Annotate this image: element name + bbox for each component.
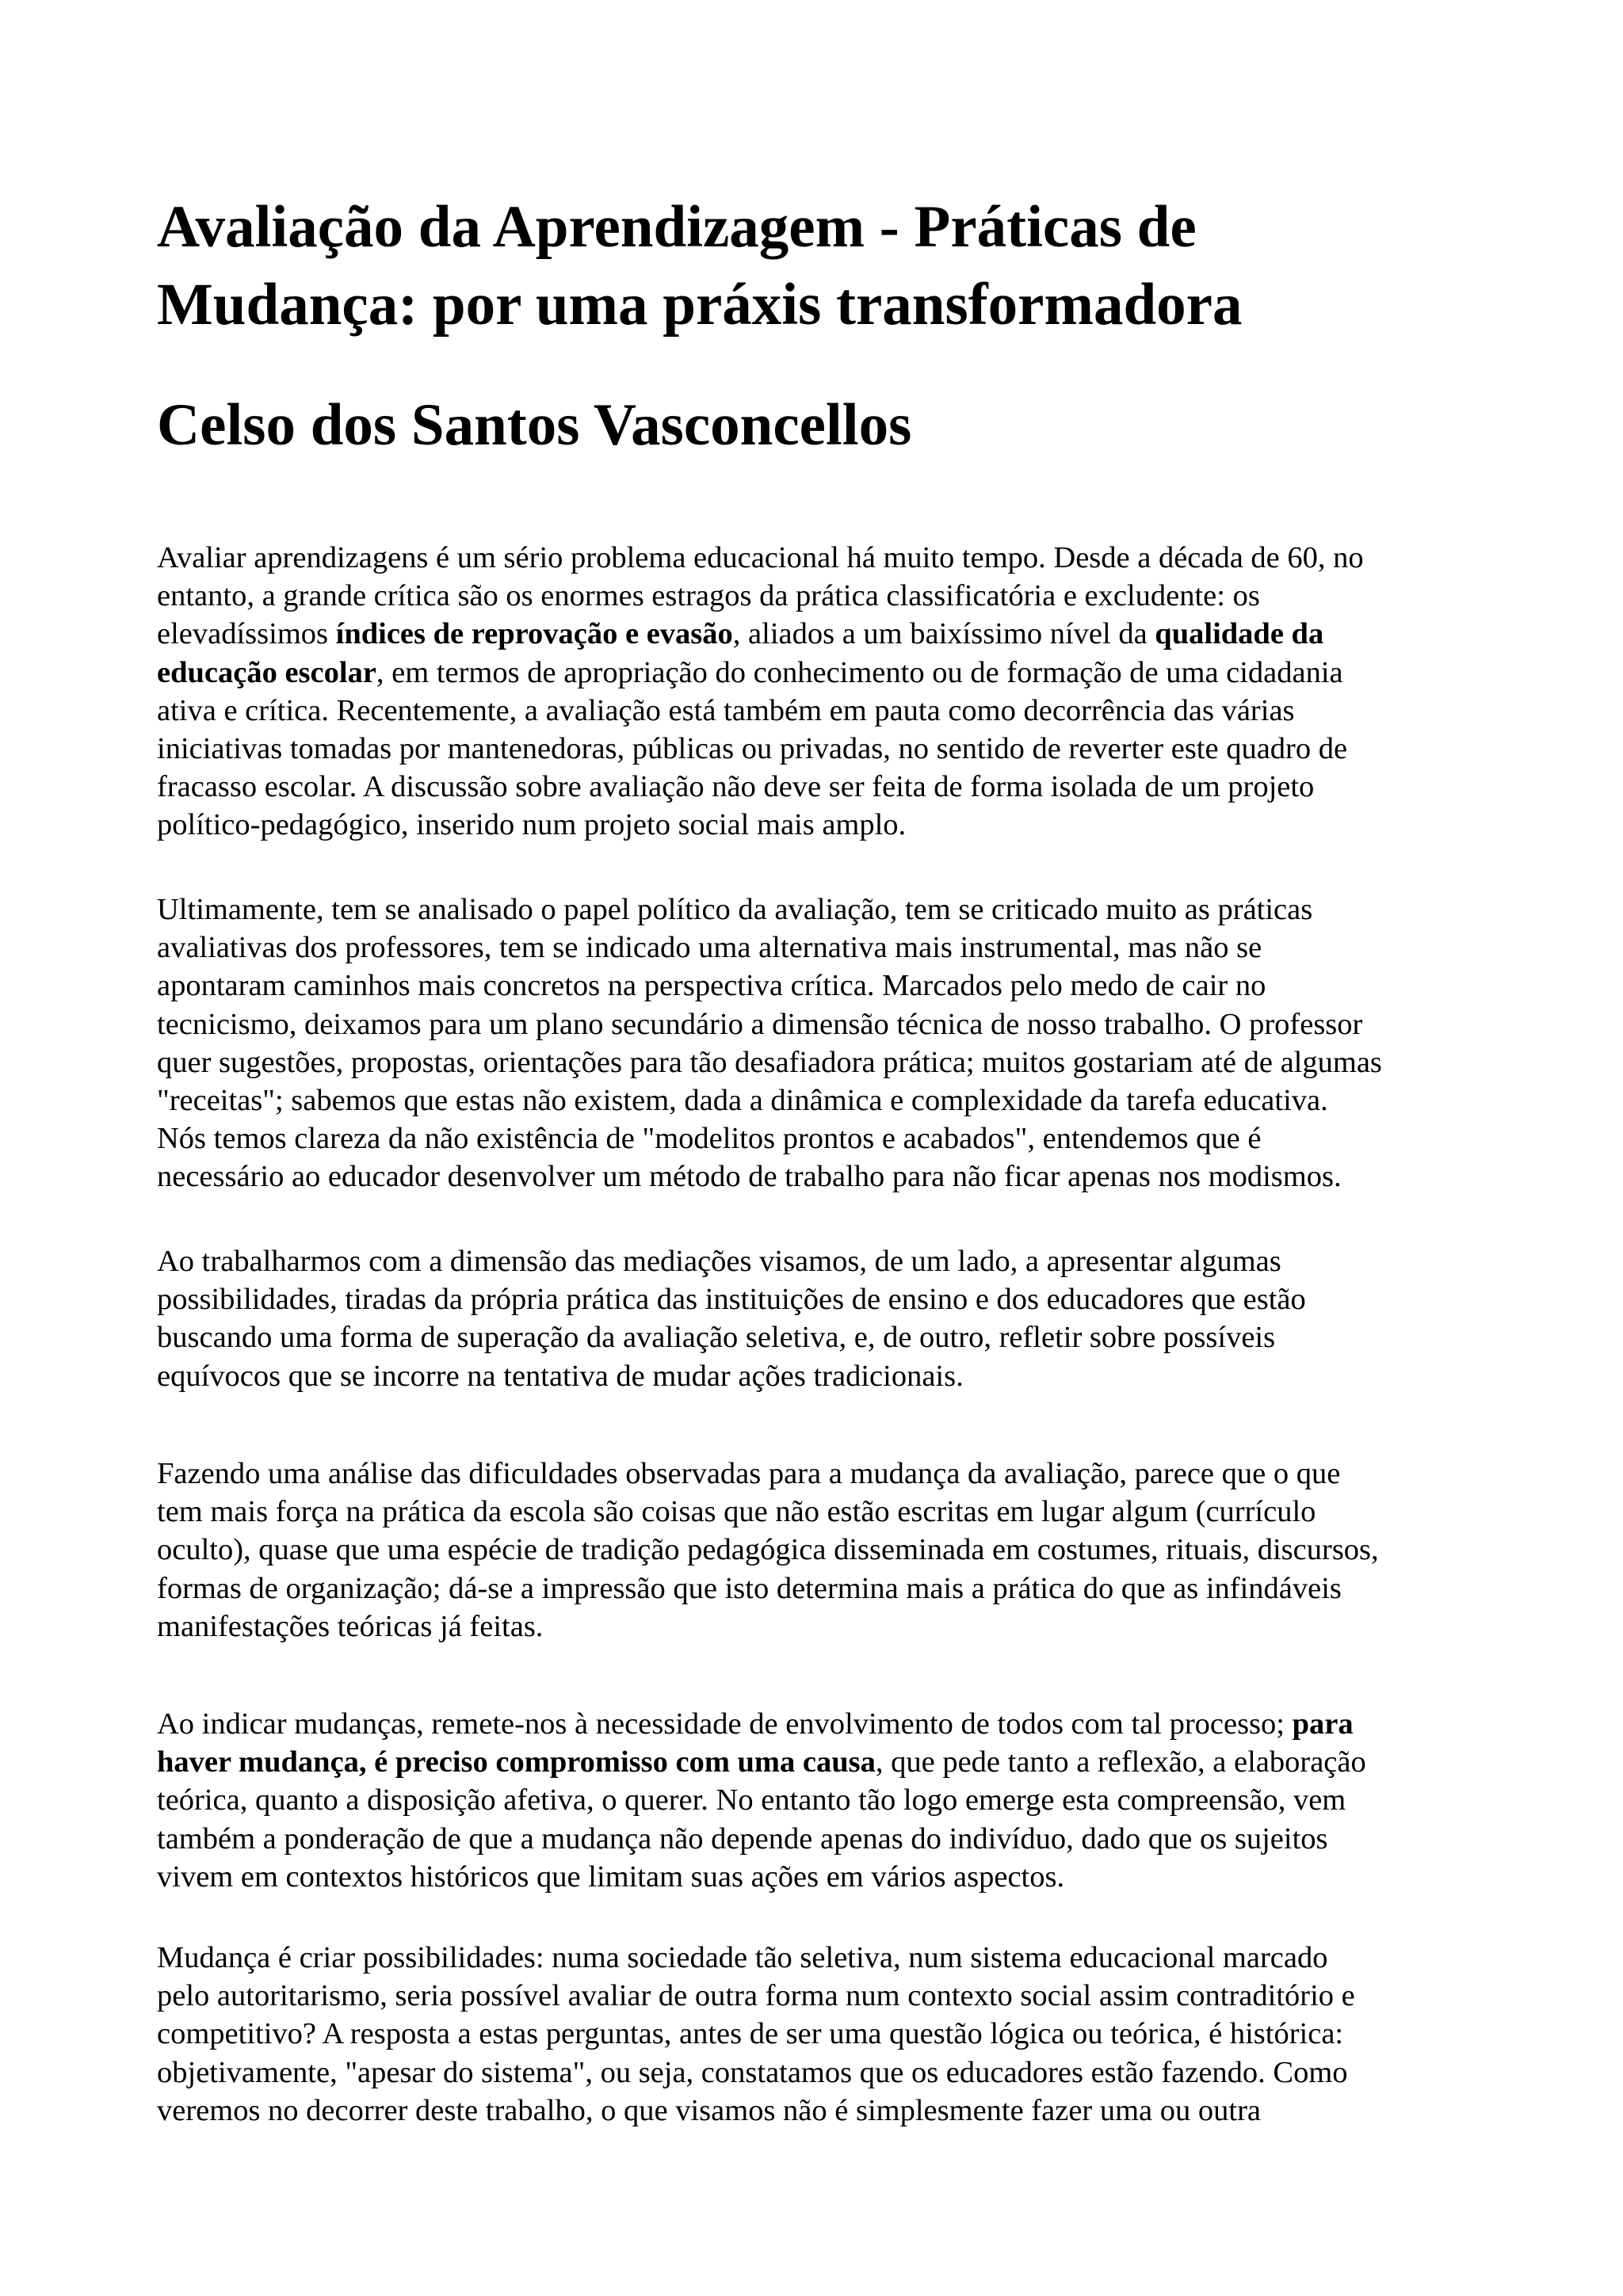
- text-segment: buscando uma forma de superação da avaliação seletiva, e, de outro, refletir sobre possíveis: [157, 1321, 1276, 1355]
- text-segment: Avaliar aprendizagens é um sério problema educacional há muito tempo. Desde a década de 60, no: [157, 541, 1364, 574]
- text-segment: entanto, a grande crítica são os enormes estragos da prática classificatória e excludente: os: [157, 579, 1260, 613]
- bold-text: para: [1292, 1707, 1354, 1741]
- paragraph-3: [157, 1242, 1504, 1395]
- paragraph-2: [157, 891, 1504, 1196]
- text-segment: elevadíssimos: [157, 617, 336, 651]
- text-line: [157, 654, 1504, 692]
- paragraph-4: [157, 1455, 1504, 1646]
- text-line: [157, 1455, 1504, 1493]
- text-line: [157, 967, 1504, 1005]
- text-line: [157, 1569, 1504, 1608]
- text-segment: tecnicismo, deixamos para um plano secundário a dimensão técnica de nosso trabalho. O professor: [157, 1007, 1363, 1041]
- text-line: [157, 2092, 1504, 2130]
- text-line: [157, 891, 1504, 929]
- text-segment: formas de organização; dá-se a impressão que isto determina mais a prática do que as infindáveis: [157, 1571, 1342, 1605]
- text-segment: vivem em contextos históricos que limitam suas ações em vários aspectos.: [157, 1859, 1065, 1894]
- text-segment: avaliativas dos professores, tem se indicado uma alternativa mais instrumental, mas não se: [157, 931, 1262, 965]
- paragraph-5: [157, 1705, 1504, 1896]
- text-segment: objetivamente, "apesar do sistema", ou seja, constatamos que os educadores estão fazendo. Como: [157, 2055, 1348, 2089]
- text-line: [157, 1781, 1504, 1819]
- text-line: [157, 929, 1504, 967]
- text-line: [157, 1531, 1504, 1569]
- text-segment: , que pede tanto a reflexão, a elaboração: [875, 1745, 1366, 1779]
- text-segment: Ao trabalharmos com a dimensão das mediações visamos, de um lado, a apresentar algumas: [157, 1245, 1281, 1278]
- text-line: [157, 1119, 1504, 1158]
- text-line: [157, 1939, 1504, 1977]
- text-line: [157, 1280, 1504, 1318]
- document-title: [157, 189, 1520, 344]
- text-line: [157, 1705, 1504, 1743]
- text-line: [157, 730, 1504, 768]
- bold-text: índices de reprovação e evasão: [335, 617, 733, 651]
- text-segment: "receitas"; sabemos que estas não existem, dada a dinâmica e complexidade da tarefa educativa.: [157, 1084, 1328, 1118]
- text-line: [157, 2054, 1504, 2092]
- text-line: [157, 1318, 1504, 1356]
- bold-text: haver mudança, é preciso compromisso com uma causa: [157, 1745, 876, 1779]
- text-segment: necessário ao educador desenvolver um método de trabalho para não ficar apenas nos modismos.: [157, 1160, 1342, 1194]
- title-line: Avaliação da Aprendizagem - Práticas de: [157, 194, 1197, 260]
- text-line: [157, 1858, 1504, 1896]
- text-line: [157, 1977, 1504, 2015]
- text-line: [157, 1158, 1504, 1196]
- text-line: [157, 1043, 1504, 1081]
- paragraph-6: [157, 1939, 1504, 2130]
- title-line: Mudança: por uma práxis transformadora: [157, 272, 1243, 338]
- bold-text: qualidade da: [1155, 617, 1324, 651]
- text-segment: tem mais força na prática da escola são coisas que não estão escritas em lugar algum (currículo: [157, 1495, 1316, 1529]
- text-segment: Ao indicar mudanças, remete-nos à necessidade de envolvimento de todos com tal processo;: [157, 1707, 1293, 1741]
- text-line: [157, 806, 1504, 844]
- text-line: [157, 2015, 1504, 2053]
- text-segment: apontaram caminhos mais concretos na perspectiva crítica. Marcados pelo medo de cair no: [157, 969, 1266, 1003]
- paragraph-1: [157, 539, 1504, 845]
- text-segment: possibilidades, tiradas da própria prática das instituições de ensino e dos educadores que estão: [157, 1283, 1306, 1317]
- text-line: [157, 539, 1504, 577]
- text-segment: ativa e crítica. Recentemente, a avaliação está também em pauta como decorrência das várias: [157, 693, 1295, 727]
- text-segment: Nós temos clareza da não existência de "modelitos prontos e acabados", entendemos que é: [157, 1122, 1262, 1156]
- text-line: [157, 1820, 1504, 1858]
- text-segment: oculto), quase que uma espécie de tradição pedagógica disseminada em costumes, rituais, discursos,: [157, 1533, 1379, 1567]
- text-segment: fracasso escolar. A discussão sobre avaliação não deve ser feita de forma isolada de um projeto: [157, 770, 1315, 804]
- text-segment: pelo autoritarismo, seria possível avaliar de outra forma num contexto social assim contraditório e: [157, 1979, 1355, 2013]
- text-segment: quer sugestões, propostas, orientações para tão desafiadora prática; muitos gostariam até de algumas: [157, 1045, 1382, 1079]
- text-line: [157, 1743, 1504, 1781]
- text-segment: manifestações teóricas já feitas.: [157, 1609, 544, 1643]
- text-segment: Fazendo uma análise das dificuldades observadas para a mudança da avaliação, parece que o que: [157, 1457, 1341, 1490]
- text-line: [157, 615, 1504, 653]
- text-segment: Mudança é criar possibilidades: numa sociedade tão seletiva, num sistema educacional marcado: [157, 1941, 1328, 1974]
- bold-text: educação escolar: [157, 655, 376, 689]
- text-line: [157, 1608, 1504, 1646]
- text-segment: equívocos que se incorre na tentativa de mudar ações tradicionais.: [157, 1359, 964, 1393]
- text-line: [157, 577, 1504, 615]
- text-segment: , em termos de apropriação do conhecimento ou de formação de uma cidadania: [376, 655, 1343, 689]
- text-line: [157, 1081, 1504, 1119]
- text-line: [157, 692, 1504, 730]
- text-segment: , aliados a um baixíssimo nível da: [732, 617, 1155, 651]
- text-segment: também a ponderação de que a mudança não depende apenas do indivíduo, dado que os sujeitos: [157, 1821, 1328, 1855]
- text-segment: teórica, quanto a disposição afetiva, o querer. No entanto tão logo emerge esta compreensão, vem: [157, 1783, 1346, 1817]
- text-line: [157, 1242, 1504, 1280]
- text-line: [157, 1005, 1504, 1043]
- text-line: [157, 768, 1504, 806]
- text-segment: político-pedagógico, inserido num projeto social mais amplo.: [157, 808, 907, 842]
- text-segment: iniciativas tomadas por mantenedoras, públicas ou privadas, no sentido de reverter este quadro de: [157, 732, 1348, 766]
- text-segment: veremos no decorrer deste trabalho, o que visamos não é simplesmente fazer uma ou outra: [157, 2093, 1261, 2127]
- text-segment: competitivo? A resposta a estas perguntas, antes de ser uma questão lógica ou teórica, é histórica:: [157, 2017, 1344, 2051]
- document-author: Celso dos Santos Vasconcellos: [157, 392, 912, 458]
- text-line: [157, 1357, 1504, 1395]
- text-segment: Ultimamente, tem se analisado o papel político da avaliação, tem se criticado muito as práticas: [157, 893, 1313, 926]
- text-line: [157, 1493, 1504, 1531]
